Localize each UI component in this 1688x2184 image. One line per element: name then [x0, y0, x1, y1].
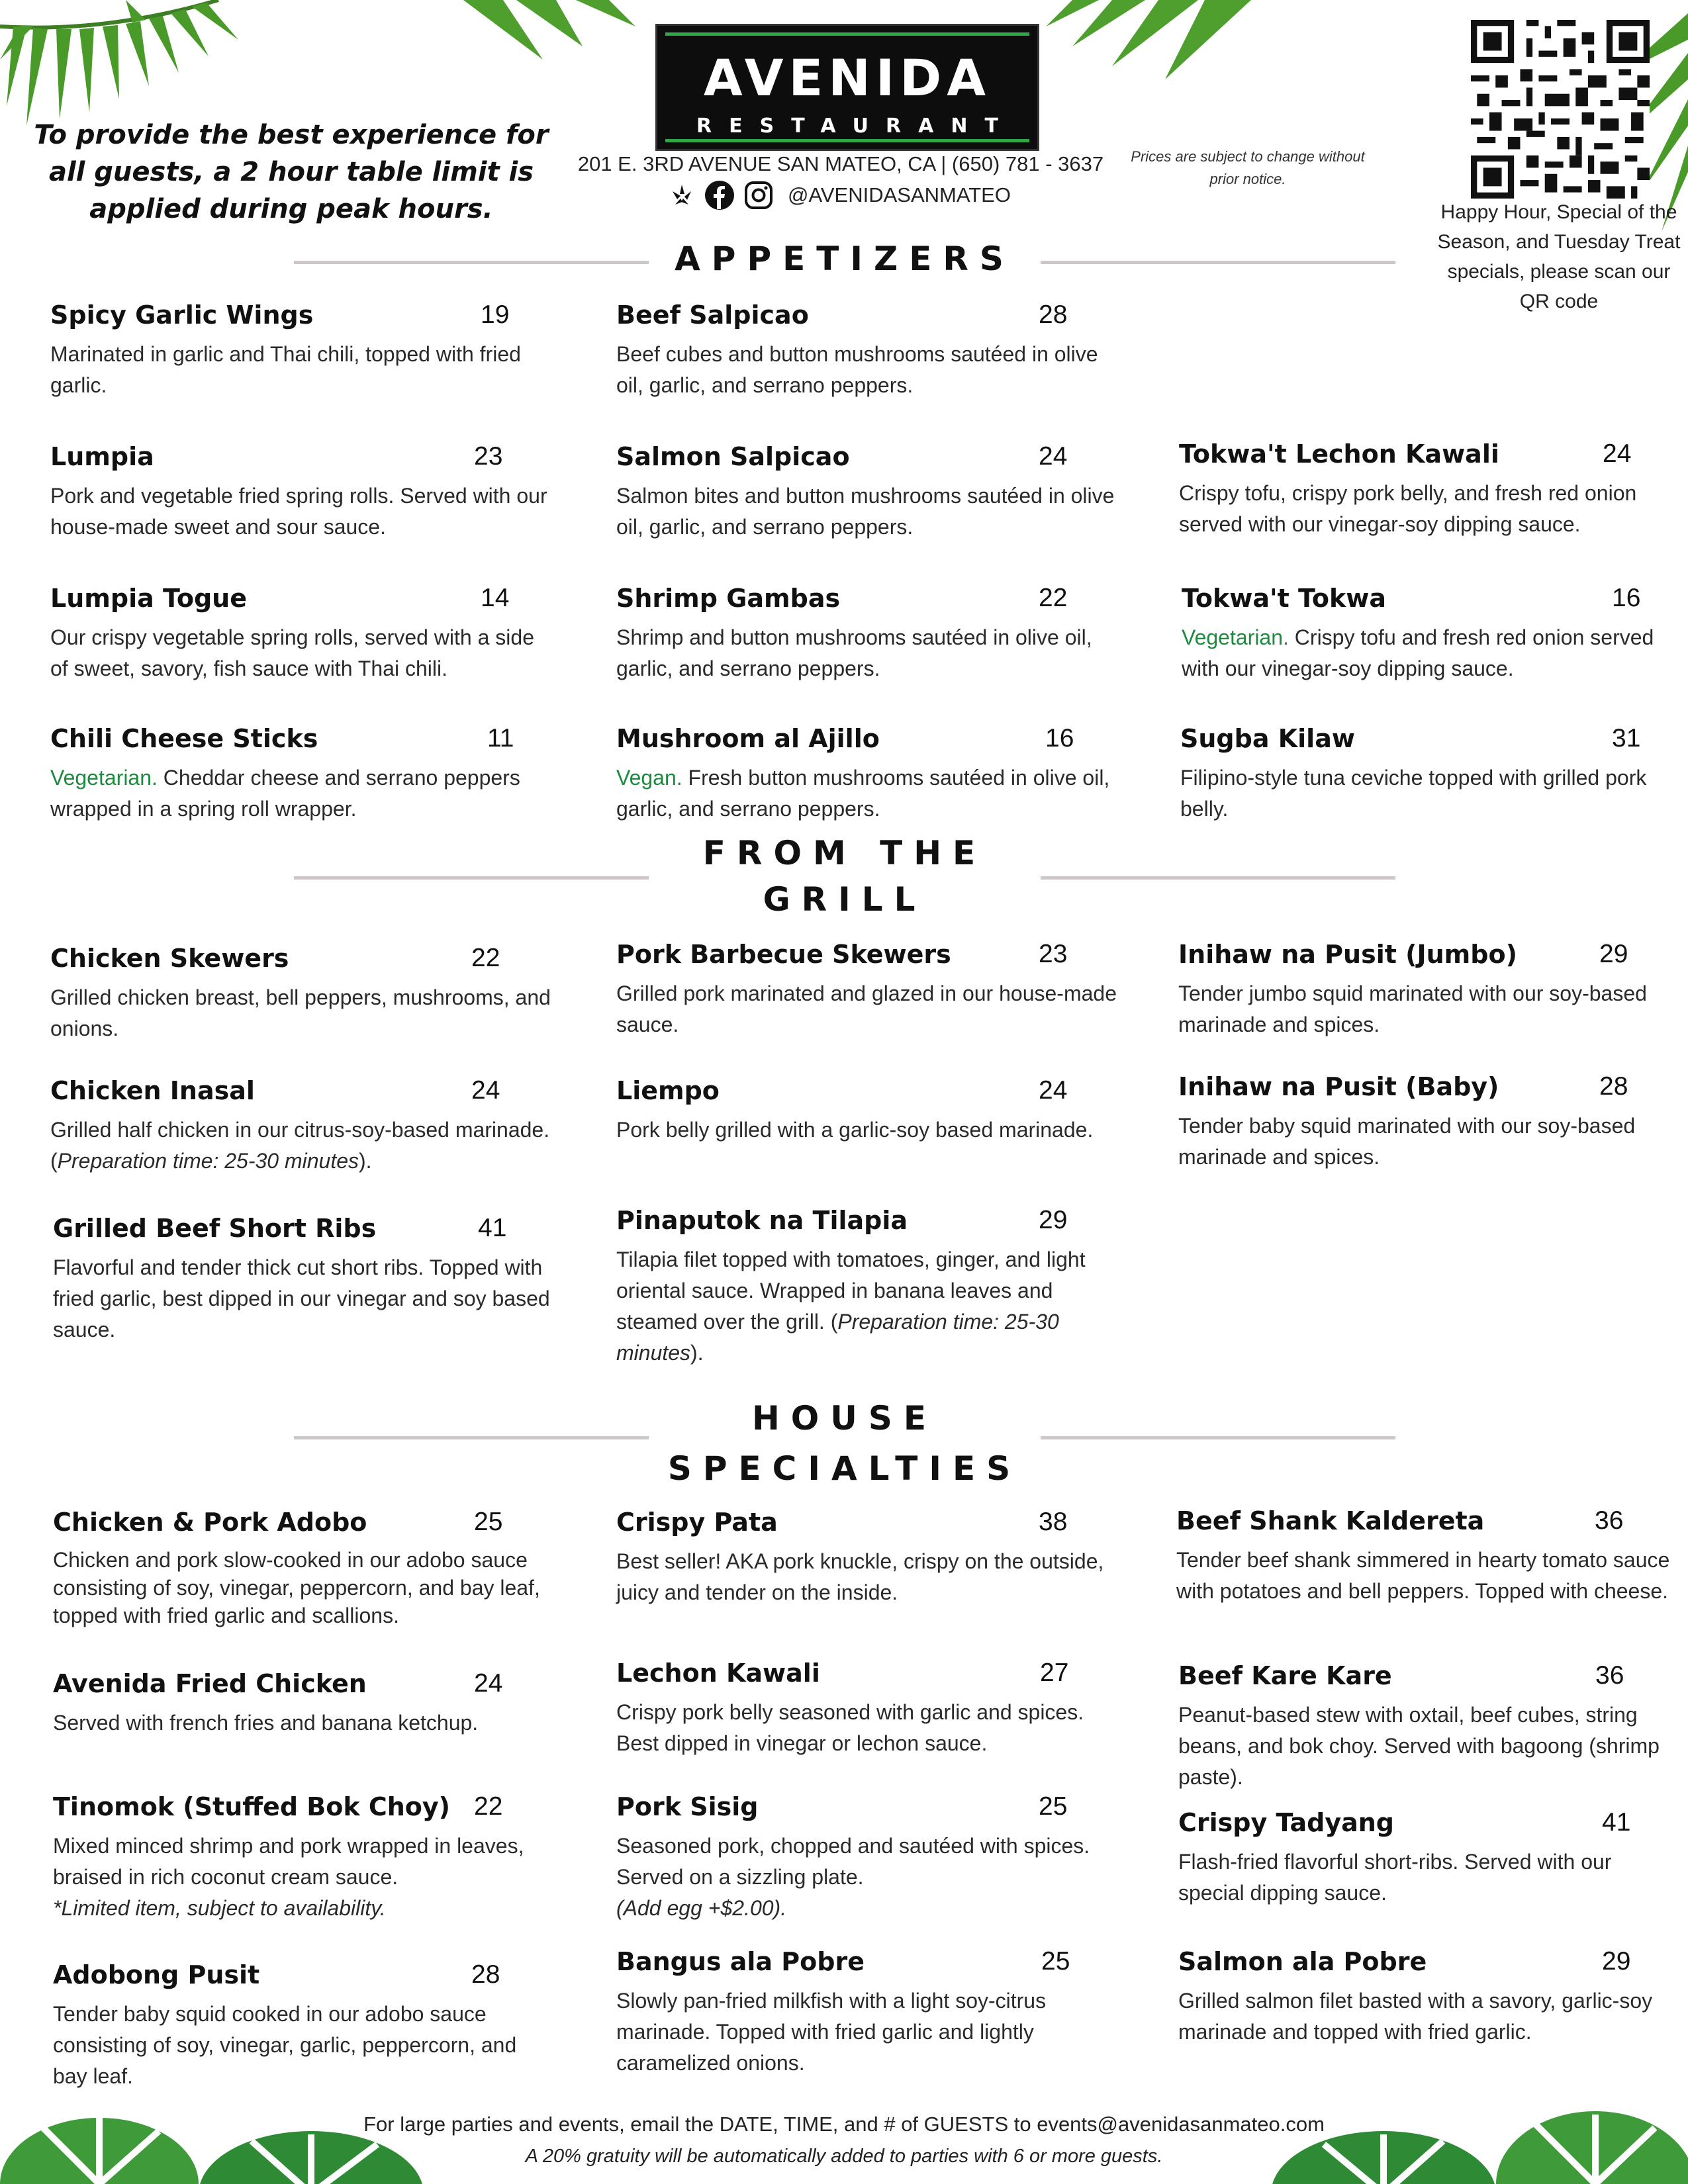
menu-item-price: 16: [1045, 724, 1074, 752]
menu-item-price: 23: [474, 442, 503, 471]
menu-item-name: Tinomok (Stuffed Bok Choy): [53, 1792, 451, 1821]
menu-item-name: Adobong Pusit: [53, 1960, 260, 1989]
instagram-icon[interactable]: [744, 181, 773, 210]
menu-item-name: Shrimp Gambas: [616, 584, 841, 613]
menu-item-description: Flavorful and tender thick cut short ribs. Topped with fried garlic, best dipped in our vinegar and soy based sauce.: [53, 1255, 550, 1342]
dietary-tag: Vegetarian.: [1182, 625, 1289, 649]
qr-code-icon[interactable]: [1471, 20, 1650, 199]
menu-item-price: 36: [1595, 1506, 1624, 1535]
menu-item-name: Sugba Kilaw: [1180, 724, 1355, 753]
menu-item-description-end: ).: [359, 1149, 372, 1173]
menu-item-name: Lumpia: [50, 442, 154, 471]
menu-item-name: Liempo: [616, 1076, 720, 1105]
menu-item: [616, 1947, 1119, 2079]
menu-item: [50, 300, 553, 401]
menu-item-description: Pork belly grilled with a garlic-soy based marinade.: [616, 1118, 1094, 1142]
menu-item: [53, 1214, 556, 1345]
menu-item-description: Peanut-based stew with oxtail, beef cubes, string beans, and bok choy. Served with bagoong (shrimp paste).: [1178, 1703, 1660, 1789]
yelp-icon[interactable]: [669, 182, 695, 208]
menu-item: [616, 1792, 1119, 1924]
table-limit-notice: To provide the best experience for all guests, a 2 hour table limit is applied during peak hours.: [34, 120, 549, 224]
menu-item-price: 11: [487, 724, 514, 752]
menu-item: [1182, 584, 1685, 684]
menu-item: [616, 1659, 1119, 1759]
menu-item-description: Tender baby squid marinated with our soy-based marinade and spices.: [1178, 1114, 1636, 1169]
menu-item-description-text: Grilled half chicken in our citrus-soy-based marinade. (: [50, 1118, 550, 1173]
menu-item-description: [50, 762, 553, 825]
menu-item-price: 14: [481, 584, 510, 612]
menu-item-description: Salmon bites and button mushrooms sautéed in olive oil, garlic, and serrano peppers.: [616, 484, 1115, 539]
menu-item-description: Grilled chicken breast, bell peppers, mushrooms, and onions.: [50, 985, 551, 1040]
restaurant-logo: [655, 24, 1039, 151]
menu-item: [53, 1669, 556, 1739]
menu-item: [53, 1960, 556, 2092]
section-title-appetizers: APPETIZERS: [675, 240, 1015, 278]
menu-item-description: Tender baby squid cooked in our adobo sauce consisting of soy, vinegar, garlic, peppercorn, and bay leaf.: [53, 2002, 517, 2088]
logo-name: AVENIDA: [703, 48, 992, 107]
menu-item-price: 22: [1039, 584, 1068, 612]
menu-item: [1180, 724, 1683, 825]
menu-item-price: 28: [1599, 1072, 1628, 1101]
logo-subtitle: RESTAURANT: [696, 114, 1015, 138]
section-divider: [1041, 261, 1395, 264]
prices-note: Prices are subject to change without prior notice.: [1131, 148, 1365, 187]
menu-item-description: Flash-fried flavorful short-ribs. Served with our special dipping sauce.: [1178, 1850, 1612, 1905]
menu-item-description: Marinated in garlic and Thai chili, topped with fried garlic.: [50, 342, 521, 397]
menu-item: [50, 724, 553, 825]
restaurant-address: 201 E. 3RD AVENUE SAN MATEO, CA | (650) 781 - 3637: [577, 152, 1104, 175]
menu-item: [616, 940, 1119, 1040]
section-divider: [1041, 876, 1395, 880]
menu-item: [616, 584, 1119, 684]
menu-item-price: 24: [1039, 442, 1068, 471]
menu-item: [616, 724, 1119, 825]
menu-item-name: Chili Cheese Sticks: [50, 724, 318, 753]
menu-item: [1179, 439, 1682, 540]
gratuity-note: A 20% gratuity will be automatically added to parties with 6 or more guests.: [525, 2146, 1163, 2167]
menu-item: [1178, 1661, 1681, 1793]
menu-item-name: Crispy Pata: [616, 1508, 778, 1537]
menu-item-price: 29: [1602, 1947, 1631, 1976]
section-divider: [1041, 1436, 1395, 1439]
menu-item: [53, 1508, 556, 1629]
section-title-grill: FROM THE: [702, 834, 987, 872]
menu-item-description: Grilled pork marinated and glazed in our house-made sauce.: [616, 981, 1117, 1036]
social-links: [669, 179, 1011, 212]
menu-item-price: 31: [1612, 724, 1641, 752]
menu-item: [616, 1076, 1119, 1146]
section-divider: [294, 876, 649, 880]
menu-item-description: Crispy tofu, crispy pork belly, and fresh red onion served with our vinegar-soy dipping sauce.: [1179, 481, 1637, 536]
menu-item-price: 24: [1039, 1076, 1068, 1105]
menu-item-description: [50, 1115, 553, 1177]
menu-item-price: 25: [1041, 1947, 1070, 1976]
menu-item: [53, 1792, 556, 1924]
dietary-tag: Vegan.: [616, 766, 682, 790]
menu-item-name: Lechon Kawali: [616, 1659, 820, 1688]
menu-item: [50, 944, 553, 1044]
menu-item: [1178, 1947, 1681, 2048]
menu-item-price: 22: [474, 1792, 503, 1821]
menu-item-name: Lumpia Togue: [50, 584, 247, 613]
menu-item-name: Tokwa't Lechon Kawali: [1179, 439, 1499, 469]
menu-item-price: 24: [474, 1669, 503, 1698]
menu-item-description-text: Cheddar cheese and serrano peppers wrapped in a spring roll wrapper.: [50, 766, 520, 821]
menu-item-name: Pinaputok na Tilapia: [616, 1206, 908, 1235]
menu-item-price: 22: [471, 944, 500, 972]
facebook-icon[interactable]: [704, 180, 735, 210]
menu-item-price: 24: [1603, 439, 1632, 468]
menu-item-description: [616, 762, 1119, 825]
menu-item-description: [1182, 622, 1685, 684]
menu-item-description: Served with french fries and banana ketchup.: [53, 1711, 479, 1735]
menu-item-description: Crispy pork belly seasoned with garlic and spices. Best dipped in vinegar or lechon sauce.: [616, 1700, 1084, 1755]
menu-item-name: Chicken Inasal: [50, 1076, 255, 1105]
menu-item-description: Chicken and pork slow-cooked in our adobo sauce consisting of soy, vinegar, peppercorn, and bay leaf, topped with fried garlic and scallions.: [53, 1548, 540, 1627]
menu-item-name: Spicy Garlic Wings: [50, 300, 314, 330]
menu-item-name: Chicken Skewers: [50, 944, 289, 973]
menu-item-price: 16: [1612, 584, 1641, 612]
menu-item-description: Shrimp and button mushrooms sautéed in olive oil, garlic, and serrano peppers.: [616, 625, 1092, 680]
menu-item-name: Mushroom al Ajillo: [616, 724, 880, 753]
menu-item: [50, 442, 553, 543]
menu-item-name: Beef Salpicao: [616, 300, 809, 330]
menu-item: [50, 1076, 553, 1177]
menu-item-description: Grilled salmon filet basted with a savory, garlic-soy marinade and topped with fried garlic.: [1178, 1989, 1653, 2044]
menu-item-name: Inihaw na Pusit (Baby): [1178, 1072, 1499, 1101]
menu-item-description: Best seller! AKA pork knuckle, crispy on the outside, juicy and tender on the inside.: [616, 1549, 1104, 1604]
menu-item-name: Salmon ala Pobre: [1178, 1947, 1427, 1976]
menu-item: [616, 442, 1119, 543]
menu-item-name: Pork Sisig: [616, 1792, 759, 1821]
menu-item-name: Tokwa't Tokwa: [1182, 584, 1387, 613]
section-title-house-specialties: HOUSE: [751, 1399, 938, 1437]
menu-item-description-text: Crispy tofu and fresh red onion served with our vinegar-soy dipping sauce.: [1182, 625, 1654, 680]
menu-item-name: Salmon Salpicao: [616, 442, 850, 471]
palm-leaf-icon: [463, 0, 662, 73]
menu-item-price: 38: [1039, 1508, 1068, 1536]
add-on-note: (Add egg +$2.00).: [616, 1896, 787, 1920]
menu-item: [1176, 1506, 1679, 1607]
menu-item-description: Filipino-style tuna ceviche topped with grilled pork belly.: [1180, 766, 1647, 821]
menu-item-description: Tender beef shank simmered in hearty tomato sauce with potatoes and bell peppers. Topped with cheese.: [1176, 1548, 1670, 1603]
social-handle[interactable]: @AVENIDASANMATEO: [788, 183, 1011, 206]
menu-item-price: 19: [481, 300, 510, 329]
menu-item-price: 29: [1039, 1206, 1068, 1234]
menu-item-name: Beef Shank Kaldereta: [1176, 1506, 1485, 1535]
menu-item: [1178, 940, 1681, 1040]
menu-item-description-text: Mixed minced shrimp and pork wrapped in leaves, braised in rich coconut cream sauce.: [53, 1834, 524, 1889]
menu-item-description-text: Tilapia filet topped with tomatoes, ginger, and light oriental sauce. Wrapped in banana leaves and steamed over the grill. (: [616, 1248, 1086, 1334]
menu-item-description: [616, 1831, 1119, 1924]
preparation-note: Preparation time: 25-30 minutes: [616, 1310, 1059, 1365]
menu-item-price: 41: [1602, 1808, 1631, 1837]
menu-item-description: [616, 1244, 1119, 1369]
menu-item: [1178, 1808, 1681, 1909]
menu-item-description-text: Fresh button mushrooms sautéed in olive oil, garlic, and serrano peppers.: [616, 766, 1110, 821]
section-divider: [294, 1436, 649, 1439]
section-title-house-specialties: SPECIALTIES: [667, 1449, 1022, 1488]
section-divider: [294, 261, 649, 264]
menu-item-name: Crispy Tadyang: [1178, 1808, 1395, 1837]
menu-item-name: Pork Barbecue Skewers: [616, 940, 951, 969]
menu-item-description-text: Seasoned pork, chopped and sautéed with spices. Served on a sizzling plate.: [616, 1834, 1090, 1889]
menu-item-description: Tender jumbo squid marinated with our soy-based marinade and spices.: [1178, 981, 1647, 1036]
menu-item-name: Bangus ala Pobre: [616, 1947, 865, 1976]
events-contact-note: For large parties and events, email the DATE, TIME, and # of GUESTS to events@avenidasanmateo.com: [363, 2113, 1325, 2136]
menu-item-name: Avenida Fried Chicken: [53, 1669, 367, 1698]
menu-item: [616, 1206, 1119, 1369]
menu-item: [1178, 1072, 1681, 1173]
menu-item-description: Our crispy vegetable spring rolls, served with a side of sweet, savory, fish sauce with Thai chili.: [50, 625, 534, 680]
menu-item-price: 23: [1039, 940, 1068, 968]
menu-item-description-end: ).: [690, 1341, 704, 1365]
menu-item-price: 41: [478, 1214, 507, 1242]
menu-item-description: Slowly pan-fried milkfish with a light soy-citrus marinade. Topped with fried garlic and lightly caramelized onions.: [616, 1989, 1047, 2075]
menu-item: [616, 1508, 1119, 1608]
menu-item-description: [53, 1831, 556, 1924]
menu-item-price: 24: [471, 1076, 500, 1105]
menu-item: [50, 584, 553, 684]
palm-leaf-icon: [1033, 0, 1251, 93]
menu-item: [616, 300, 1119, 401]
menu-item-name: Beef Kare Kare: [1178, 1661, 1392, 1690]
menu-item-price: 28: [471, 1960, 500, 1989]
palm-leaf-icon: [0, 0, 278, 132]
menu-item-name: Inihaw na Pusit (Jumbo): [1178, 940, 1517, 969]
preparation-note: Preparation time: 25-30 minutes: [57, 1149, 359, 1173]
logo-accent-bar: [665, 139, 1029, 142]
menu-item-name: Chicken & Pork Adobo: [53, 1508, 367, 1537]
menu-item-price: 36: [1595, 1661, 1624, 1690]
menu-item-price: 27: [1040, 1659, 1069, 1687]
menu-item-price: 28: [1039, 300, 1068, 329]
availability-note: *Limited item, subject to availability.: [53, 1896, 386, 1920]
section-title-grill: GRILL: [763, 880, 927, 919]
menu-item-price: 25: [474, 1508, 503, 1536]
menu-item-name: Grilled Beef Short Ribs: [53, 1214, 377, 1243]
qr-code-note: Happy Hour, Special of the Season, and Tuesday Treat specials, please scan our QR code: [1437, 201, 1681, 312]
menu-item-price: 25: [1039, 1792, 1068, 1821]
menu-item-price: 29: [1599, 940, 1628, 968]
logo-accent-bar: [665, 32, 1029, 36]
menu-item-description: Pork and vegetable fried spring rolls. Served with our house-made sweet and sour sauce.: [50, 484, 547, 539]
menu-item-description: Beef cubes and button mushrooms sautéed in olive oil, garlic, and serrano peppers.: [616, 342, 1098, 397]
dietary-tag: Vegetarian.: [50, 766, 158, 790]
